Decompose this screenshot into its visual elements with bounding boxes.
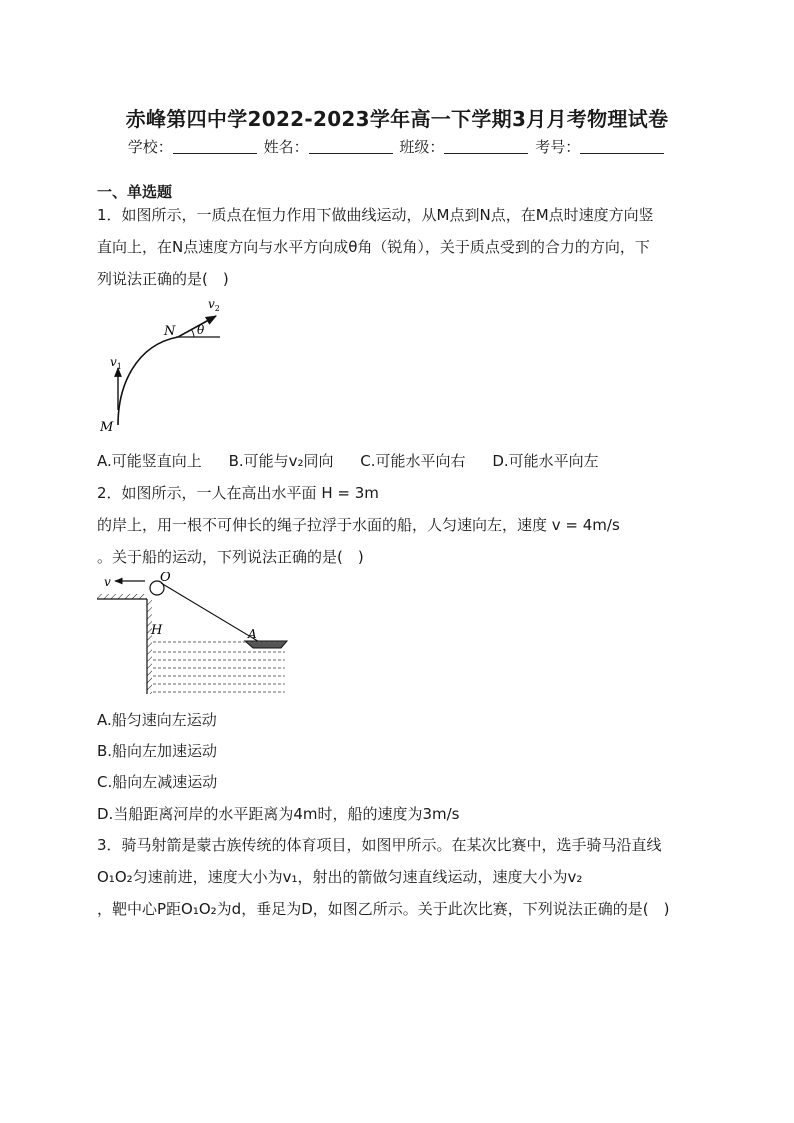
q1-label-v1: $v_1$ (110, 355, 122, 371)
q1-text-line1: 1．如图所示，一质点在恒力作用下做曲线运动，从M点到N点，在M点时速度方向竖 (97, 206, 654, 224)
q2-option-d[interactable]: D.当船距离河岸的水平距离为4m时，船的速度为3m/s (97, 805, 460, 823)
q2-text-line3: 。关于船的运动，下列说法正确的是( ) (97, 548, 364, 566)
class-label: 班级： (399, 138, 445, 156)
q2-option-a[interactable]: A.船匀速向左运动 (97, 711, 217, 729)
q2-text-line2: 的岸上，用一根不可伸长的绳子拉浮于水面的船，人匀速向左，速度 v = 4m/s (97, 516, 620, 534)
q1-option-c[interactable]: C.可能水平向右 (360, 452, 466, 470)
school-blank[interactable] (173, 139, 257, 154)
q1-option-d[interactable]: D.可能水平向左 (492, 452, 599, 470)
q1-label-M: M (100, 420, 114, 435)
q1-label-N: N (164, 324, 176, 339)
section-heading: 一、单选题 (97, 183, 173, 201)
q2-rope (161, 583, 261, 643)
q1-option-a[interactable]: A.可能竖直向上 (97, 452, 202, 470)
exam-number-label: 考号： (535, 138, 581, 156)
q1-label-theta: θ (197, 323, 205, 337)
q1-text-line2: 直向上，在N点速度方向与水平方向成θ角（锐角），关于质点受到的合力的方向，下 (97, 238, 650, 256)
q1-label-v2: $v_2$ (208, 297, 220, 313)
q3-text-line1: 3．骑马射箭是蒙古族传统的体育项目，如图甲所示。在某次比赛中，选手骑马沿直线 (97, 836, 662, 854)
exam-title: 赤峰第四中学2022-2023学年高一下学期3月月考物理试卷 (125, 107, 669, 131)
q2-label-O: O (160, 572, 171, 585)
q2-text-line1: 2．如图所示，一人在高出水平面 H = 3m (97, 484, 379, 502)
q2-option-b[interactable]: B.船向左加速运动 (97, 742, 218, 760)
school-label: 学校： (127, 138, 173, 156)
q1-theta-arc (191, 329, 194, 337)
q1-option-b[interactable]: B.可能与v₂同向 (228, 452, 334, 470)
q1-options (97, 450, 621, 471)
name-label: 姓名： (263, 138, 309, 156)
q3-text-line3: ，靶中心P距O₁O₂为d，垂足为D，如图乙所示。关于此次比赛，下列说法正确的是( ) (97, 900, 670, 918)
q2-label-v: v (104, 575, 111, 589)
student-info-row (0, 136, 794, 157)
q2-figure (95, 572, 295, 702)
name-blank[interactable] (309, 139, 393, 154)
class-blank[interactable] (444, 139, 528, 154)
q3-text-line2: O₁O₂匀速前进，速度大小为v₁，射出的箭做匀速直线运动，速度大小为v₂ (97, 868, 583, 886)
q1-text-line3: 列说法正确的是( ) (97, 270, 229, 288)
exam-number-blank[interactable] (580, 139, 664, 154)
q2-label-H: H (151, 623, 163, 638)
q2-option-c[interactable]: C.船向左减速运动 (97, 773, 218, 791)
q1-figure (96, 290, 236, 438)
q2-label-A: A (248, 627, 257, 641)
